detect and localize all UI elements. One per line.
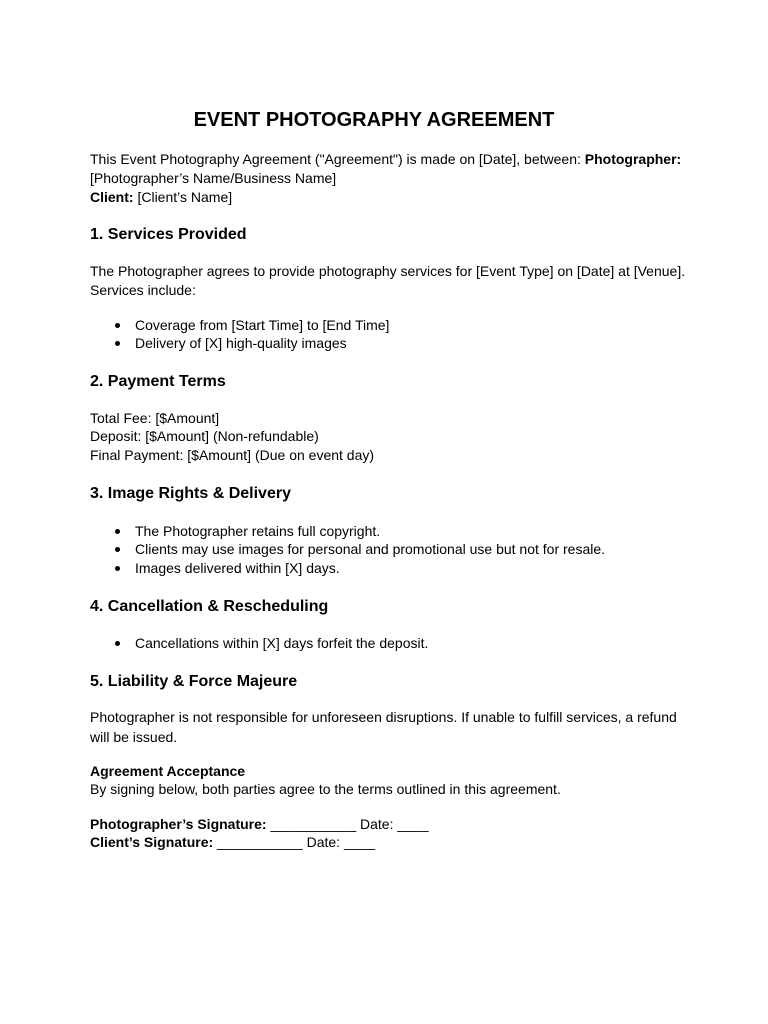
services-paragraph-line-2: Services include: [90, 282, 196, 298]
section-heading-payment: 2. Payment Terms [90, 373, 226, 390]
bullet-icon [115, 641, 120, 646]
cancellation-list [90, 634, 690, 653]
section-heading-services: 1. Services Provided [90, 226, 247, 243]
client-name-placeholder: [Client’s Name] [133, 188, 233, 205]
document-title: EVENT PHOTOGRAPHY AGREEMENT [193, 109, 555, 131]
list-item: Images delivered within [X] days. [90, 559, 690, 578]
photographer-signature-blank: ___________ Date: ____ [266, 815, 429, 832]
client-label: Client: [90, 188, 134, 205]
list-item: Coverage from [Start Time] to [End Time] [90, 316, 690, 335]
intro-line-1 [90, 150, 690, 169]
bullet-icon [115, 323, 120, 328]
services-list [90, 316, 690, 353]
list-item: Cancellations within [X] days forfeit the deposit. [90, 634, 690, 653]
section-heading-liability: 5. Liability & Force Majeure [90, 672, 298, 690]
photographer-label: Photographer: [584, 151, 682, 167]
list-item: Delivery of [X] high-quality images [90, 334, 690, 353]
photographer-signature-line [90, 815, 690, 834]
payment-deposit: Deposit: [$Amount] (Non-refundable) [90, 428, 319, 444]
list-item: Clients may use images for personal and promotional use but not for resale. [90, 540, 690, 559]
list-item: The Photographer retains full copyright. [90, 522, 690, 541]
client-signature-blank: ___________ Date: ____ [213, 834, 376, 850]
photographer-signature-label: Photographer’s Signature: [90, 815, 267, 832]
intro-text: This Event Photography Agreement ("Agreement") is made on [Date], between: [90, 151, 585, 167]
acceptance-heading: Agreement Acceptance [90, 762, 246, 779]
section-heading-image-rights: 3. Image Rights & Delivery [90, 485, 291, 502]
bullet-icon [115, 529, 120, 534]
liability-paragraph-line-1: Photographer is not responsible for unforeseen disruptions. If unable to fulfill services, a refund [90, 709, 677, 725]
client-line [90, 188, 690, 207]
bullet-icon [115, 341, 120, 346]
bullet-icon [115, 566, 120, 571]
payment-total-fee: Total Fee: [$Amount] [90, 409, 220, 426]
section-heading-cancellation: 4. Cancellation & Rescheduling [90, 598, 329, 615]
image-rights-list [90, 522, 690, 578]
client-signature-label: Client’s Signature: [90, 834, 214, 850]
client-signature-line [90, 833, 690, 852]
services-paragraph-line-1: The Photographer agrees to provide photography services for [Event Type] on [Date] at [Venue]. [90, 263, 686, 279]
liability-paragraph-line-2: will be issued. [90, 728, 178, 745]
bullet-icon [115, 547, 120, 552]
payment-final: Final Payment: [$Amount] (Due on event day) [90, 446, 375, 463]
photographer-name-placeholder: [Photographer’s Name/Business Name] [90, 170, 337, 186]
acceptance-text: By signing below, both parties agree to the terms outlined in this agreement. [90, 781, 561, 797]
